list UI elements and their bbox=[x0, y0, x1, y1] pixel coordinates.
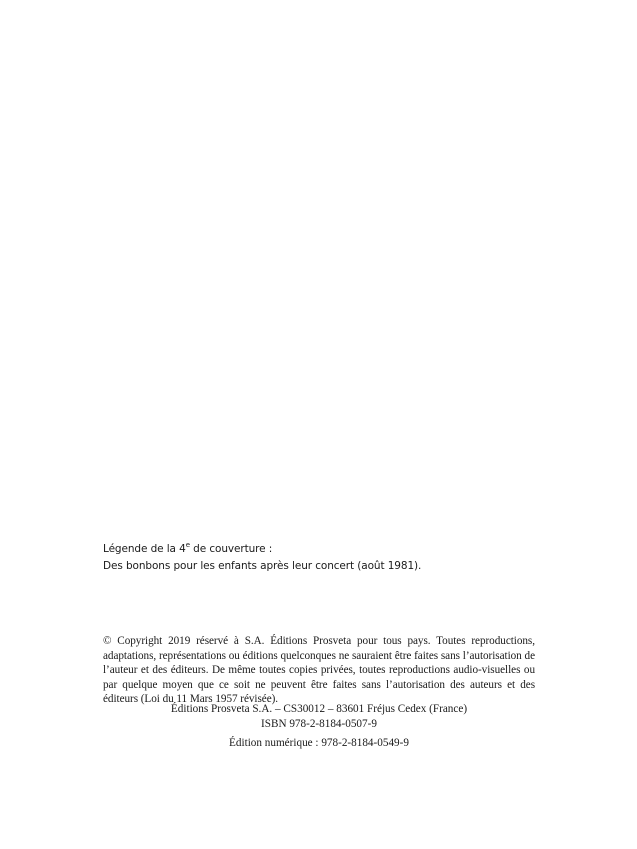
publisher-address: Éditions Prosveta S.A. – CS30012 – 83601 Fréjus Cedex (France) bbox=[170, 703, 468, 715]
isbn: ISBN 978-2-8184-0507-9 bbox=[261, 717, 377, 730]
caption-title bbox=[103, 541, 543, 558]
cover-caption bbox=[103, 541, 543, 575]
caption-title-suffix: de couverture : bbox=[189, 543, 273, 555]
digital-edition-isbn: Édition numérique : 978-2-8184-0549-9 bbox=[229, 737, 409, 750]
caption-description: Des bonbons pour les enfants après leur concert (août 1981). bbox=[103, 560, 422, 572]
caption-title-superscript: e bbox=[185, 540, 190, 549]
copyright-notice: © Copyright 2019 réservé à S.A. Éditions Prosveta pour tous pays. Toutes reproductions, adaptations, représentations ou éditions quelconques ne sauraient être faites sans l’autorisation de l’auteur et des éditeurs. De même toutes copies privées, toutes reproductions audio-visuelles ou par quelque moyen que ce soit ne peuvent être faites sans l’autorisation des auteurs et des éditeurs (Loi du 11 Mars 1957 révisée). bbox=[103, 635, 535, 706]
publisher-info bbox=[103, 702, 535, 751]
caption-title-prefix: Légende de la 4 bbox=[103, 543, 186, 555]
